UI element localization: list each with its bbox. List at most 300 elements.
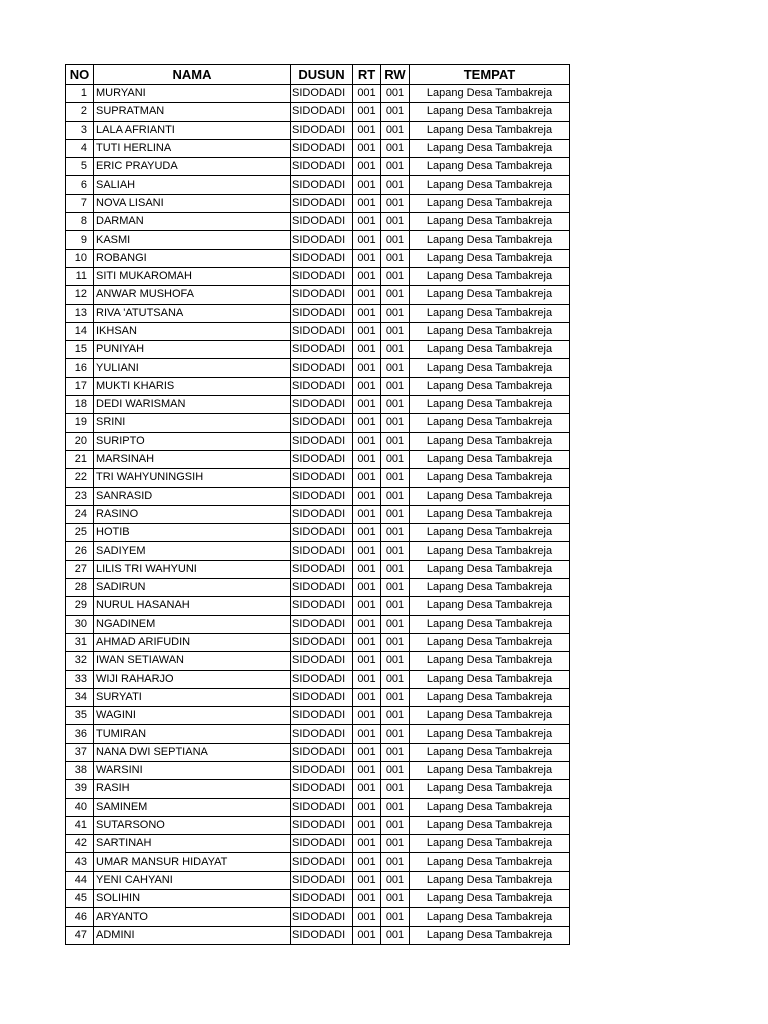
cell-nama: SUTARSONO — [94, 816, 291, 834]
cell-nama: SURIPTO — [94, 432, 291, 450]
cell-no: 17 — [66, 377, 94, 395]
cell-tempat: Lapang Desa Tambakreja — [410, 505, 570, 523]
cell-nama: RIVA 'ATUTSANA — [94, 304, 291, 322]
table-row — [66, 633, 570, 651]
cell-rt: 001 — [353, 597, 381, 615]
cell-rw: 001 — [381, 890, 410, 908]
cell-rw: 001 — [381, 85, 410, 103]
cell-dusun: SIDODADI — [291, 761, 353, 779]
table-row — [66, 249, 570, 267]
cell-dusun: SIDODADI — [291, 213, 353, 231]
table-row — [66, 816, 570, 834]
cell-nama: SARTINAH — [94, 835, 291, 853]
cell-dusun: SIDODADI — [291, 835, 353, 853]
cell-no: 19 — [66, 414, 94, 432]
table-row — [66, 322, 570, 340]
column-header-dusun: DUSUN — [291, 65, 353, 85]
cell-rt: 001 — [353, 816, 381, 834]
cell-tempat: Lapang Desa Tambakreja — [410, 377, 570, 395]
cell-tempat: Lapang Desa Tambakreja — [410, 158, 570, 176]
table-row — [66, 780, 570, 798]
cell-rt: 001 — [353, 121, 381, 139]
cell-rw: 001 — [381, 524, 410, 542]
table-row — [66, 377, 570, 395]
cell-dusun: SIDODADI — [291, 359, 353, 377]
cell-rw: 001 — [381, 176, 410, 194]
cell-tempat: Lapang Desa Tambakreja — [410, 871, 570, 889]
table-row — [66, 798, 570, 816]
cell-no: 35 — [66, 707, 94, 725]
cell-no: 28 — [66, 579, 94, 597]
cell-rt: 001 — [353, 743, 381, 761]
cell-nama: MARSINAH — [94, 450, 291, 468]
cell-dusun: SIDODADI — [291, 926, 353, 944]
cell-rt: 001 — [353, 725, 381, 743]
table-row — [66, 432, 570, 450]
cell-nama: MUKTI KHARIS — [94, 377, 291, 395]
cell-rt: 001 — [353, 524, 381, 542]
cell-rt: 001 — [353, 267, 381, 285]
cell-rt: 001 — [353, 176, 381, 194]
cell-dusun: SIDODADI — [291, 469, 353, 487]
cell-rw: 001 — [381, 926, 410, 944]
cell-tempat: Lapang Desa Tambakreja — [410, 908, 570, 926]
cell-rw: 001 — [381, 414, 410, 432]
table-row — [66, 670, 570, 688]
cell-nama: WIJI RAHARJO — [94, 670, 291, 688]
table-row — [66, 597, 570, 615]
cell-tempat: Lapang Desa Tambakreja — [410, 853, 570, 871]
cell-dusun: SIDODADI — [291, 853, 353, 871]
cell-rw: 001 — [381, 652, 410, 670]
cell-rt: 001 — [353, 158, 381, 176]
cell-rt: 001 — [353, 487, 381, 505]
cell-rt: 001 — [353, 798, 381, 816]
cell-no: 46 — [66, 908, 94, 926]
cell-tempat: Lapang Desa Tambakreja — [410, 890, 570, 908]
cell-rw: 001 — [381, 560, 410, 578]
cell-rt: 001 — [353, 322, 381, 340]
cell-rw: 001 — [381, 761, 410, 779]
cell-rw: 001 — [381, 780, 410, 798]
cell-no: 36 — [66, 725, 94, 743]
cell-nama: NANA DWI SEPTIANA — [94, 743, 291, 761]
participant-table — [65, 64, 570, 945]
cell-tempat: Lapang Desa Tambakreja — [410, 688, 570, 706]
cell-dusun: SIDODADI — [291, 505, 353, 523]
cell-no: 42 — [66, 835, 94, 853]
cell-rw: 001 — [381, 579, 410, 597]
table-row — [66, 707, 570, 725]
cell-rw: 001 — [381, 121, 410, 139]
cell-dusun: SIDODADI — [291, 743, 353, 761]
cell-no: 21 — [66, 450, 94, 468]
cell-nama: SITI MUKAROMAH — [94, 267, 291, 285]
cell-no: 13 — [66, 304, 94, 322]
table-row — [66, 579, 570, 597]
table-row — [66, 267, 570, 285]
table-row — [66, 176, 570, 194]
cell-rt: 001 — [353, 707, 381, 725]
table-row — [66, 652, 570, 670]
cell-nama: ADMINI — [94, 926, 291, 944]
table-row — [66, 286, 570, 304]
table-row — [66, 871, 570, 889]
table-row — [66, 450, 570, 468]
cell-rw: 001 — [381, 231, 410, 249]
cell-tempat: Lapang Desa Tambakreja — [410, 85, 570, 103]
cell-rt: 001 — [353, 139, 381, 157]
cell-rt: 001 — [353, 231, 381, 249]
cell-nama: SRINI — [94, 414, 291, 432]
cell-rw: 001 — [381, 670, 410, 688]
cell-rt: 001 — [353, 688, 381, 706]
cell-tempat: Lapang Desa Tambakreja — [410, 725, 570, 743]
cell-tempat: Lapang Desa Tambakreja — [410, 322, 570, 340]
cell-rt: 001 — [353, 396, 381, 414]
cell-rw: 001 — [381, 450, 410, 468]
table-row — [66, 688, 570, 706]
cell-dusun: SIDODADI — [291, 908, 353, 926]
cell-rt: 001 — [353, 414, 381, 432]
table-row — [66, 304, 570, 322]
cell-tempat: Lapang Desa Tambakreja — [410, 469, 570, 487]
cell-rw: 001 — [381, 487, 410, 505]
cell-rw: 001 — [381, 688, 410, 706]
cell-rt: 001 — [353, 450, 381, 468]
cell-no: 12 — [66, 286, 94, 304]
cell-dusun: SIDODADI — [291, 377, 353, 395]
cell-rw: 001 — [381, 304, 410, 322]
cell-tempat: Lapang Desa Tambakreja — [410, 560, 570, 578]
table-row — [66, 158, 570, 176]
cell-rt: 001 — [353, 761, 381, 779]
cell-rw: 001 — [381, 908, 410, 926]
cell-rw: 001 — [381, 469, 410, 487]
cell-no: 9 — [66, 231, 94, 249]
cell-no: 44 — [66, 871, 94, 889]
cell-rw: 001 — [381, 377, 410, 395]
cell-rt: 001 — [353, 652, 381, 670]
table-row — [66, 725, 570, 743]
cell-dusun: SIDODADI — [291, 304, 353, 322]
table-row — [66, 414, 570, 432]
cell-dusun: SIDODADI — [291, 341, 353, 359]
cell-nama: IKHSAN — [94, 322, 291, 340]
cell-dusun: SIDODADI — [291, 871, 353, 889]
spreadsheet-page — [65, 64, 570, 945]
cell-nama: SURYATI — [94, 688, 291, 706]
cell-rt: 001 — [353, 853, 381, 871]
cell-dusun: SIDODADI — [291, 85, 353, 103]
cell-nama: YULIANI — [94, 359, 291, 377]
cell-tempat: Lapang Desa Tambakreja — [410, 231, 570, 249]
cell-tempat: Lapang Desa Tambakreja — [410, 780, 570, 798]
cell-no: 25 — [66, 524, 94, 542]
cell-rw: 001 — [381, 707, 410, 725]
cell-nama: NURUL HASANAH — [94, 597, 291, 615]
cell-rt: 001 — [353, 85, 381, 103]
cell-tempat: Lapang Desa Tambakreja — [410, 761, 570, 779]
cell-rw: 001 — [381, 432, 410, 450]
cell-nama: ERIC PRAYUDA — [94, 158, 291, 176]
cell-rw: 001 — [381, 871, 410, 889]
cell-no: 32 — [66, 652, 94, 670]
cell-rt: 001 — [353, 871, 381, 889]
cell-nama: RASIH — [94, 780, 291, 798]
cell-rw: 001 — [381, 213, 410, 231]
cell-nama: SOLIHIN — [94, 890, 291, 908]
cell-rt: 001 — [353, 194, 381, 212]
cell-tempat: Lapang Desa Tambakreja — [410, 213, 570, 231]
cell-no: 8 — [66, 213, 94, 231]
column-header-rt: RT — [353, 65, 381, 85]
cell-rt: 001 — [353, 579, 381, 597]
table-row — [66, 396, 570, 414]
table-row — [66, 926, 570, 944]
cell-no: 20 — [66, 432, 94, 450]
cell-no: 15 — [66, 341, 94, 359]
cell-dusun: SIDODADI — [291, 103, 353, 121]
cell-rt: 001 — [353, 615, 381, 633]
table-row — [66, 542, 570, 560]
cell-rt: 001 — [353, 926, 381, 944]
cell-rt: 001 — [353, 505, 381, 523]
cell-dusun: SIDODADI — [291, 670, 353, 688]
cell-rt: 001 — [353, 432, 381, 450]
cell-no: 40 — [66, 798, 94, 816]
cell-dusun: SIDODADI — [291, 780, 353, 798]
cell-nama: SAMINEM — [94, 798, 291, 816]
cell-nama: DARMAN — [94, 213, 291, 231]
table-row — [66, 853, 570, 871]
table-row — [66, 505, 570, 523]
table-row — [66, 908, 570, 926]
cell-no: 29 — [66, 597, 94, 615]
cell-no: 37 — [66, 743, 94, 761]
table-row — [66, 139, 570, 157]
column-header-tempat: TEMPAT — [410, 65, 570, 85]
cell-dusun: SIDODADI — [291, 798, 353, 816]
cell-no: 41 — [66, 816, 94, 834]
cell-dusun: SIDODADI — [291, 633, 353, 651]
table-row — [66, 560, 570, 578]
table-row — [66, 85, 570, 103]
cell-nama: WAGINI — [94, 707, 291, 725]
table-row — [66, 524, 570, 542]
cell-tempat: Lapang Desa Tambakreja — [410, 835, 570, 853]
cell-no: 6 — [66, 176, 94, 194]
cell-no: 30 — [66, 615, 94, 633]
cell-dusun: SIDODADI — [291, 176, 353, 194]
cell-rt: 001 — [353, 835, 381, 853]
column-header-rw: RW — [381, 65, 410, 85]
cell-dusun: SIDODADI — [291, 267, 353, 285]
cell-rw: 001 — [381, 286, 410, 304]
cell-rw: 001 — [381, 853, 410, 871]
cell-tempat: Lapang Desa Tambakreja — [410, 432, 570, 450]
cell-nama: AHMAD ARIFUDIN — [94, 633, 291, 651]
cell-nama: SADIRUN — [94, 579, 291, 597]
cell-rt: 001 — [353, 103, 381, 121]
cell-nama: NGADINEM — [94, 615, 291, 633]
cell-nama: SUPRATMAN — [94, 103, 291, 121]
cell-dusun: SIDODADI — [291, 725, 353, 743]
cell-dusun: SIDODADI — [291, 890, 353, 908]
cell-nama: ARYANTO — [94, 908, 291, 926]
cell-no: 34 — [66, 688, 94, 706]
table-row — [66, 890, 570, 908]
cell-tempat: Lapang Desa Tambakreja — [410, 103, 570, 121]
cell-no: 22 — [66, 469, 94, 487]
cell-rt: 001 — [353, 560, 381, 578]
cell-tempat: Lapang Desa Tambakreja — [410, 707, 570, 725]
cell-dusun: SIDODADI — [291, 524, 353, 542]
cell-rw: 001 — [381, 633, 410, 651]
cell-no: 38 — [66, 761, 94, 779]
cell-dusun: SIDODADI — [291, 286, 353, 304]
cell-dusun: SIDODADI — [291, 707, 353, 725]
cell-nama: LALA AFRIANTI — [94, 121, 291, 139]
cell-nama: TUMIRAN — [94, 725, 291, 743]
cell-nama: ANWAR MUSHOFA — [94, 286, 291, 304]
cell-no: 16 — [66, 359, 94, 377]
cell-tempat: Lapang Desa Tambakreja — [410, 414, 570, 432]
cell-nama: YENI CAHYANI — [94, 871, 291, 889]
cell-rw: 001 — [381, 194, 410, 212]
cell-no: 7 — [66, 194, 94, 212]
cell-rt: 001 — [353, 633, 381, 651]
cell-rw: 001 — [381, 597, 410, 615]
cell-rw: 001 — [381, 249, 410, 267]
cell-rt: 001 — [353, 908, 381, 926]
cell-tempat: Lapang Desa Tambakreja — [410, 341, 570, 359]
cell-tempat: Lapang Desa Tambakreja — [410, 249, 570, 267]
cell-tempat: Lapang Desa Tambakreja — [410, 450, 570, 468]
cell-dusun: SIDODADI — [291, 121, 353, 139]
cell-no: 1 — [66, 85, 94, 103]
cell-nama: SALIAH — [94, 176, 291, 194]
cell-rw: 001 — [381, 341, 410, 359]
cell-dusun: SIDODADI — [291, 158, 353, 176]
cell-rw: 001 — [381, 743, 410, 761]
table-row — [66, 487, 570, 505]
table-header — [66, 65, 570, 85]
cell-dusun: SIDODADI — [291, 322, 353, 340]
cell-rt: 001 — [353, 542, 381, 560]
cell-tempat: Lapang Desa Tambakreja — [410, 652, 570, 670]
table-row — [66, 615, 570, 633]
cell-no: 27 — [66, 560, 94, 578]
cell-nama: UMAR MANSUR HIDAYAT — [94, 853, 291, 871]
cell-dusun: SIDODADI — [291, 432, 353, 450]
cell-nama: MURYANI — [94, 85, 291, 103]
cell-no: 24 — [66, 505, 94, 523]
cell-nama: KASMI — [94, 231, 291, 249]
cell-rw: 001 — [381, 725, 410, 743]
cell-rw: 001 — [381, 158, 410, 176]
cell-tempat: Lapang Desa Tambakreja — [410, 633, 570, 651]
cell-rt: 001 — [353, 304, 381, 322]
table-row — [66, 194, 570, 212]
cell-rw: 001 — [381, 835, 410, 853]
table-row — [66, 359, 570, 377]
cell-no: 31 — [66, 633, 94, 651]
cell-tempat: Lapang Desa Tambakreja — [410, 304, 570, 322]
cell-tempat: Lapang Desa Tambakreja — [410, 176, 570, 194]
cell-dusun: SIDODADI — [291, 816, 353, 834]
cell-rw: 001 — [381, 615, 410, 633]
cell-no: 2 — [66, 103, 94, 121]
table-row — [66, 231, 570, 249]
table-row — [66, 213, 570, 231]
cell-rw: 001 — [381, 103, 410, 121]
table-body — [66, 85, 570, 945]
cell-rt: 001 — [353, 341, 381, 359]
cell-dusun: SIDODADI — [291, 231, 353, 249]
cell-nama: HOTIB — [94, 524, 291, 542]
cell-tempat: Lapang Desa Tambakreja — [410, 487, 570, 505]
cell-nama: PUNIYAH — [94, 341, 291, 359]
cell-no: 11 — [66, 267, 94, 285]
cell-tempat: Lapang Desa Tambakreja — [410, 816, 570, 834]
cell-dusun: SIDODADI — [291, 688, 353, 706]
cell-tempat: Lapang Desa Tambakreja — [410, 542, 570, 560]
cell-tempat: Lapang Desa Tambakreja — [410, 615, 570, 633]
cell-tempat: Lapang Desa Tambakreja — [410, 396, 570, 414]
cell-no: 39 — [66, 780, 94, 798]
cell-rt: 001 — [353, 359, 381, 377]
cell-tempat: Lapang Desa Tambakreja — [410, 597, 570, 615]
cell-no: 47 — [66, 926, 94, 944]
cell-rw: 001 — [381, 139, 410, 157]
cell-no: 45 — [66, 890, 94, 908]
cell-dusun: SIDODADI — [291, 615, 353, 633]
cell-no: 10 — [66, 249, 94, 267]
cell-nama: SADIYEM — [94, 542, 291, 560]
cell-tempat: Lapang Desa Tambakreja — [410, 579, 570, 597]
cell-no: 3 — [66, 121, 94, 139]
header-row — [66, 65, 570, 85]
table-row — [66, 743, 570, 761]
cell-dusun: SIDODADI — [291, 560, 353, 578]
cell-tempat: Lapang Desa Tambakreja — [410, 798, 570, 816]
cell-rt: 001 — [353, 213, 381, 231]
cell-dusun: SIDODADI — [291, 450, 353, 468]
cell-dusun: SIDODADI — [291, 194, 353, 212]
cell-rw: 001 — [381, 505, 410, 523]
cell-no: 43 — [66, 853, 94, 871]
cell-no: 18 — [66, 396, 94, 414]
cell-nama: TUTI HERLINA — [94, 139, 291, 157]
column-header-nama: NAMA — [94, 65, 291, 85]
cell-tempat: Lapang Desa Tambakreja — [410, 926, 570, 944]
cell-rw: 001 — [381, 816, 410, 834]
cell-dusun: SIDODADI — [291, 487, 353, 505]
column-header-no: NO — [66, 65, 94, 85]
cell-rw: 001 — [381, 396, 410, 414]
cell-nama: RASINO — [94, 505, 291, 523]
cell-rt: 001 — [353, 890, 381, 908]
table-row — [66, 103, 570, 121]
cell-no: 14 — [66, 322, 94, 340]
cell-tempat: Lapang Desa Tambakreja — [410, 524, 570, 542]
table-row — [66, 341, 570, 359]
cell-nama: SANRASID — [94, 487, 291, 505]
cell-rt: 001 — [353, 286, 381, 304]
cell-nama: NOVA LISANI — [94, 194, 291, 212]
table-row — [66, 761, 570, 779]
